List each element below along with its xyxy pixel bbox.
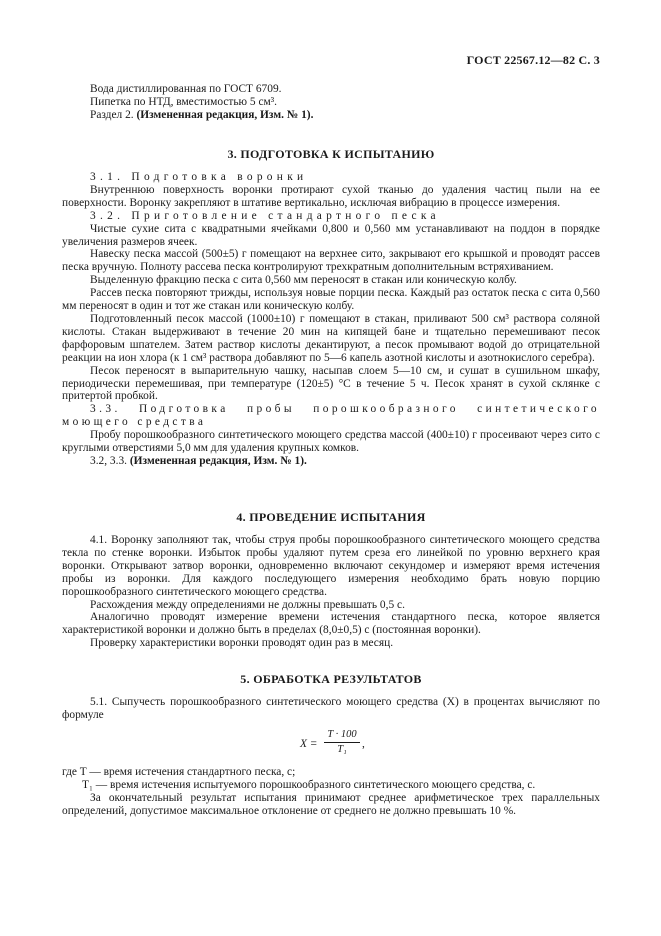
section-3-title-wrap: [62, 148, 600, 161]
clause-3-2-sample: Навеску песка массой (500±5) г помещают на верхнее сито, закрывают его крышкой и проводят рассев песка вручную. Полноту рассева песка контролируют трехкратным дополнительным встряхиванием.: [62, 248, 600, 274]
section-4-title-wrap: [62, 511, 600, 524]
clause-3-3-note: 3.2, 3.3. (Измененная редакция, Изм. № 1).: [90, 454, 307, 467]
clause-3-1-heading: 3.1. Подготовка воронки: [90, 171, 308, 183]
formula-lhs: X =: [300, 738, 318, 750]
clause-5-1-text: 5.1. Сыпучесть порошкообразного синтетического моющего средства (X) в процентах вычисляют по формуле: [62, 696, 600, 721]
clause-3-3-text: Пробу порошкообразного синтетического моющего средства массой (400±10) г просеивают через сито с круглыми отверстиями 5,0 мм для удаления крупных комков.: [62, 429, 600, 455]
flowability-formula: [300, 729, 420, 769]
section-5-title: 5. ОБРАБОТКА РЕЗУЛЬТАТОВ: [240, 672, 422, 686]
section-4-body: [62, 534, 600, 650]
clause-4-1-sand: Аналогично проводят измерение времени истечения стандартного песка, которое является характеристикой воронки и должно быть в пределах (8,0±0,5) с (постоянная воронки).: [62, 611, 600, 637]
formula-denominator: T₁: [337, 744, 347, 755]
clause-3-3-heading-2: моющего средства: [62, 416, 207, 429]
formula-where-t1: T₁ — время истечения испытуемого порошкообразного синтетического моющего средства, с.: [82, 778, 536, 791]
clause-5-2-text: За окончательный результат испытания принимают среднее арифметическое трех параллельных определений, допустимое максимальное отклонение от среднего не должно превышать 10 %.: [62, 791, 600, 817]
section-5-body: [62, 766, 600, 818]
clause-3-2-heading: 3.2. Приготовление стандартного песка: [90, 209, 440, 222]
reagent-pipette: Пипетка по НТД, вместимостью 5 см³.: [90, 95, 277, 108]
section-3-title: 3. ПОДГОТОВКА К ИСПЫТАНИЮ: [227, 147, 435, 161]
clause-3-2-acid: Подготовленный песок массой (1000±10) г помещают в стакан, приливают 500 см³ раствора соляной кислоты. Стакан выдерживают в течение 20 мин на кипящей бане и тщательно перемешивают песок фарфоровым шпателем. Затем раствор кислоты декантируют, а песок промывают водой до отрицательной реакции на ион хлора (к 1 см³ раствора добавляют по 5—6 капель азотной кислоты и азотнокислого серебра).: [62, 312, 600, 364]
section-5-intro: [62, 696, 600, 722]
section-5-title-wrap: [62, 673, 600, 686]
clause-3-3-heading-1: 3.3. Подготовка пробы порошкообразного синтетического: [90, 403, 600, 416]
formula-comma: ,: [362, 738, 365, 750]
page-header: ГОСТ 22567.12—82 С. 3: [466, 53, 600, 67]
clause-3-2-sieves: Чистые сухие сита с квадратными ячейками 0,800 и 0,560 мм устанавливают на поддон в порядке увеличения размеров ячеек.: [62, 222, 600, 248]
clause-3-1-text: Внутреннюю поверхность воронки протирают сухой тканью до удаления частиц пыли на ее поверхности. Воронку закрепляют в штативе вертикально, исключая вибрацию в процессе измерения.: [62, 183, 600, 209]
clause-3-2-drying: Песок переносят в выпарительную чашку, насыпав слоем 5—10 см, и сушат в сушильном шкафу, периодически перемешивая, при температуре (120±5) °С в течение 5 ч. Песок хранят в сухой склянке с притертой пробкой.: [62, 364, 600, 403]
clause-4-1-check: Проверку характеристики воронки проводят один раз в месяц.: [90, 637, 394, 650]
clause-4-1-tolerance: Расхождения между определениями не должны превышать 0,5 с.: [90, 598, 405, 611]
section-4-title: 4. ПРОВЕДЕНИЕ ИСПЫТАНИЯ: [236, 510, 426, 524]
reagents-list: [62, 83, 600, 122]
formula-where-t: где T — время истечения стандартного песка, с;: [62, 766, 296, 778]
reagent-water: Вода дистиллированная по ГОСТ 6709.: [90, 83, 282, 95]
formula-numerator: T · 100: [327, 729, 357, 740]
section-3-body: [62, 171, 600, 468]
clause-3-2-repeat: Рассев песка повторяют трижды, используя новые порции песка. Каждый раз остаток песка с сита 0,560 мм переносят в один и тот же стакан или коническую колбу.: [62, 287, 600, 313]
section2-note: Раздел 2. (Измененная редакция, Изм. № 1).: [90, 108, 314, 121]
clause-4-1-text: 4.1. Воронку заполняют так, чтобы струя пробы порошкообразного синтетического моющего средства текла по стенке воронки. Избыток пробы удаляют путем среза его линейкой по уровню верхнего края воронки. Открывают затвор воронки, одновременно включают секундомер и измеряют время истечения пробы из воронки. Для каждого последующего измерения необходимо брать новую порцию порошкообразного синтетического моющего средства.: [62, 534, 600, 598]
clause-3-2-fraction: Выделенную фракцию песка с сита 0,560 мм переносят в стакан или коническую колбу.: [90, 274, 517, 287]
formula-fraction-bar: [324, 742, 360, 743]
